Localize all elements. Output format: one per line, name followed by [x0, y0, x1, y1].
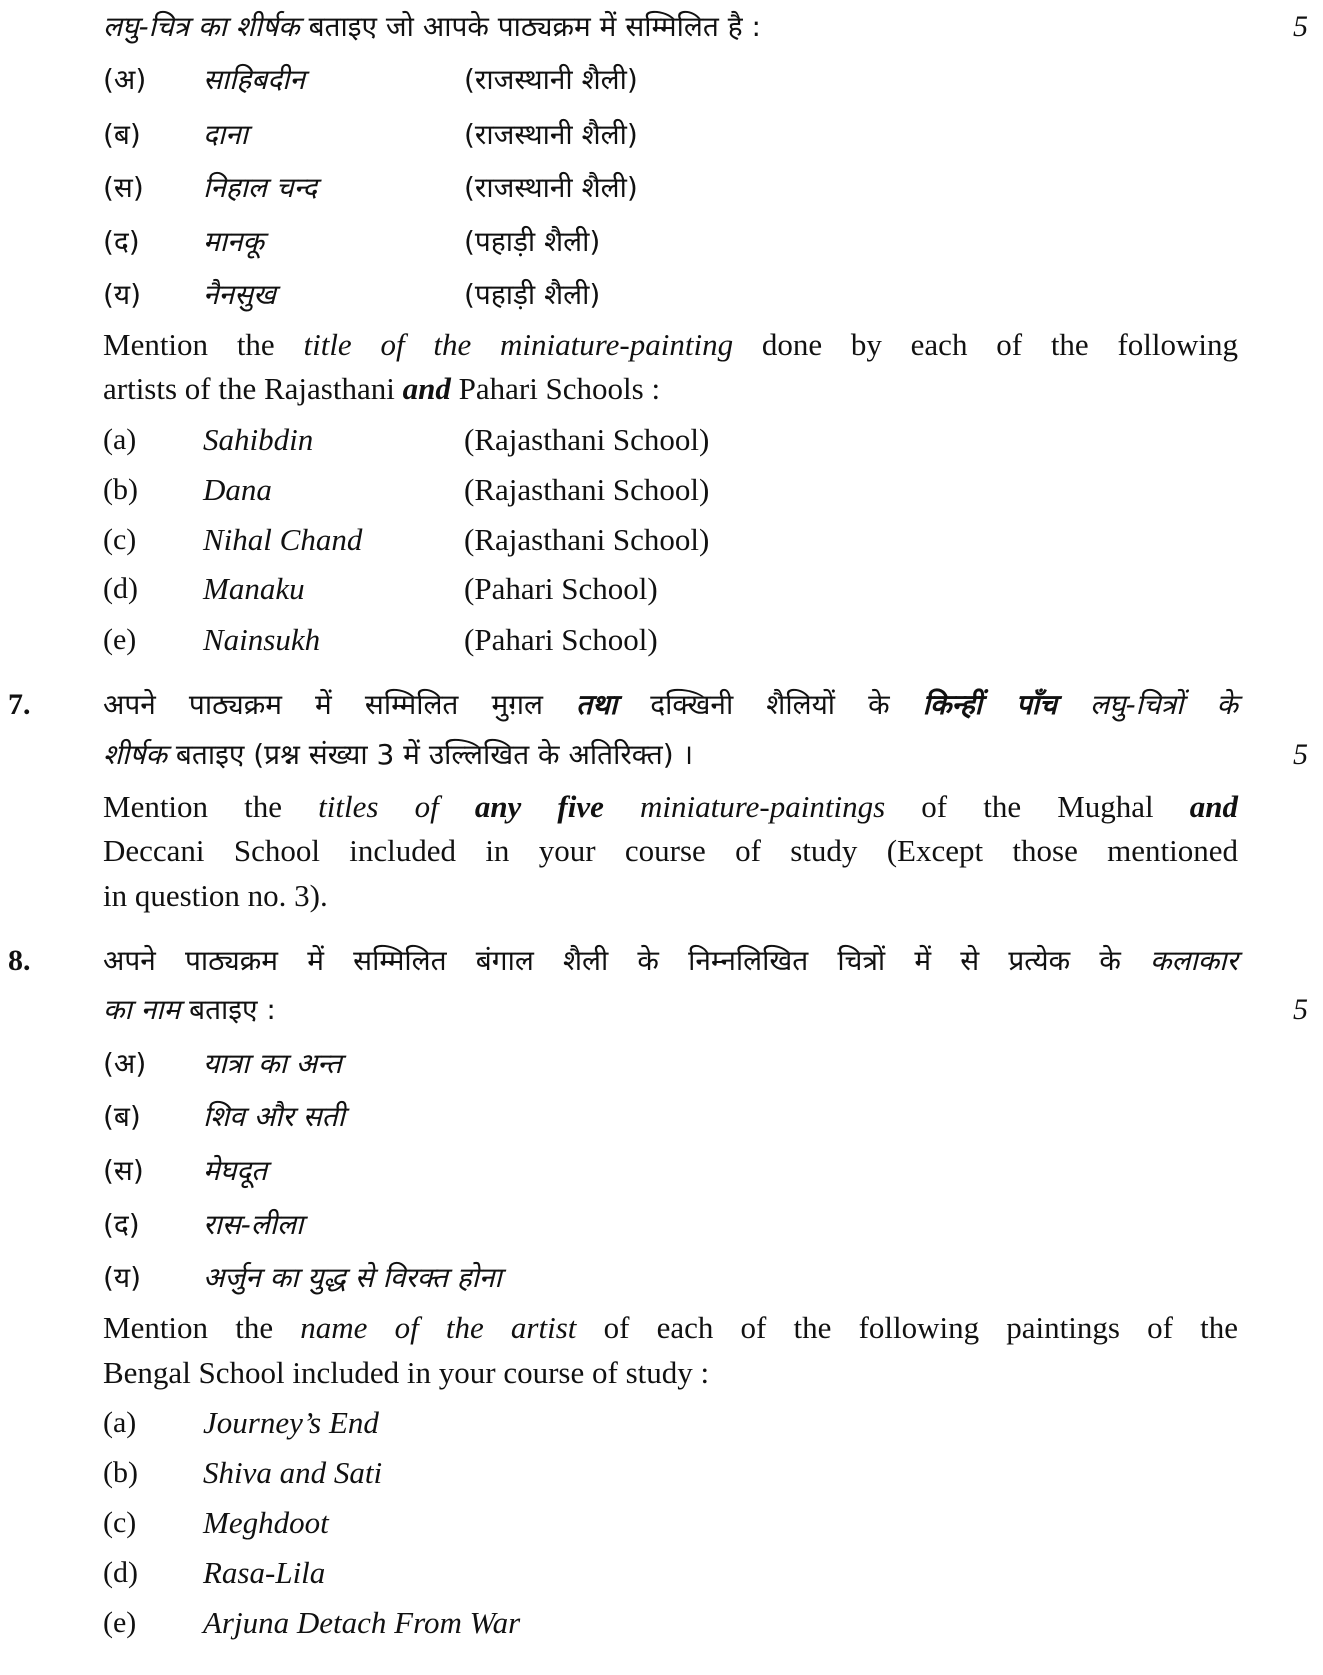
list-item-label: (b) — [103, 473, 138, 506]
q6-hindi-intro — [103, 9, 761, 45]
list-item-name: दाना — [203, 118, 248, 151]
list-item-label: (द) — [103, 1208, 140, 1241]
q6-marks: 5 — [1293, 10, 1308, 43]
text: of the Mughal — [885, 789, 1190, 824]
text: Mention the — [103, 1310, 301, 1345]
q7-number: 7. — [8, 688, 31, 721]
text: and — [402, 371, 451, 406]
text: बताइए : — [180, 993, 276, 1026]
q7-marks: 5 — [1293, 738, 1308, 771]
list-item-label: (d) — [103, 572, 138, 605]
q7-english-line1 — [103, 789, 1238, 825]
list-item-name: Manaku — [203, 571, 305, 606]
text: done by each of the following — [733, 327, 1239, 362]
text: शीर्षक — [103, 738, 167, 771]
q7-english-line3: in question no. 3). — [103, 878, 328, 913]
list-item-label: (अ) — [103, 1047, 147, 1080]
q8-number: 8. — [8, 944, 31, 977]
list-item-label: (b) — [103, 1456, 138, 1489]
text: किन्हीं पाँच — [922, 688, 1057, 721]
list-item-name: मानकू — [203, 225, 265, 258]
list-item-school: (पहाड़ी शैली) — [464, 225, 601, 258]
q8-english-line1 — [103, 1310, 1238, 1346]
list-item-name: Nihal Chand — [203, 522, 363, 557]
list-item-label: (स) — [103, 1154, 144, 1187]
list-item-label: (ब) — [103, 1100, 141, 1133]
text: title of the miniature-painting — [303, 327, 734, 362]
list-item-label: (e) — [103, 623, 137, 656]
list-item-label: (c) — [103, 523, 137, 556]
q6-hindi-intro-text: बताइए जो आपके पाठ्यक्रम में सम्मिलित है : — [299, 10, 761, 43]
list-item-school: (Rajasthani School) — [464, 422, 710, 457]
list-item-label: (c) — [103, 1506, 137, 1539]
list-item-school: (Pahari School) — [464, 622, 658, 657]
list-item-label: (ब) — [103, 118, 141, 151]
text: Pahari Schools : — [450, 371, 661, 406]
list-item-label: (d) — [103, 1556, 138, 1589]
q8-hindi-line2 — [103, 992, 276, 1028]
text: कलाकार — [1150, 944, 1238, 977]
text: Mention the — [103, 789, 319, 824]
list-item-label: (अ) — [103, 63, 147, 96]
q8-english-line2: Bengal School included in your course of study : — [103, 1355, 710, 1390]
list-item-name: Nainsukh — [203, 622, 321, 657]
text: दक्खिनी शैलियों के — [617, 688, 923, 721]
list-item-school: (Rajasthani School) — [464, 522, 710, 557]
text: and — [1189, 789, 1239, 824]
text: तथा — [576, 688, 618, 721]
q6-english-intro-line2 — [103, 371, 660, 407]
list-item-label: (य) — [103, 278, 142, 311]
list-item-name: Shiva and Sati — [203, 1455, 383, 1490]
list-item-name: Rasa-Lila — [203, 1555, 326, 1590]
text: Mention the — [103, 327, 304, 362]
text: बताइए (प्रश्न संख्या 3 में उल्लिखित के अतिरिक्त) । — [166, 738, 694, 771]
list-item-label: (य) — [103, 1261, 142, 1294]
list-item-name: Arjuna Detach From War — [203, 1605, 521, 1640]
text: लघु-चित्रों के — [1056, 688, 1238, 721]
text: अपने पाठ्यक्रम में सम्मिलित मुग़ल — [103, 688, 577, 721]
text: name of the artist — [300, 1310, 577, 1345]
text: अपने पाठ्यक्रम में सम्मिलित बंगाल शैली के निम्नलिखित चित्रों में से प्रत्येक के — [103, 944, 1151, 977]
list-item-name: रास-लीला — [203, 1208, 304, 1241]
list-item-name: अर्जुन का युद्ध से विरक्त होना — [203, 1261, 502, 1294]
list-item-name: साहिबदीन — [203, 63, 305, 96]
q7-hindi-line1 — [103, 687, 1238, 723]
list-item-school: (राजस्थानी शैली) — [464, 171, 638, 204]
text: artists of the Rajasthani — [103, 371, 403, 406]
list-item-name: Dana — [203, 472, 272, 507]
list-item-name: Journey’s End — [203, 1405, 379, 1440]
q6-hindi-intro-italic: लघु-चित्र का शीर्षक — [103, 10, 300, 43]
q6-english-intro-line1 — [103, 327, 1238, 363]
list-item-label: (a) — [103, 423, 137, 456]
text: miniature-paintings — [603, 789, 886, 824]
list-item-name: मेघदूत — [203, 1154, 268, 1187]
text: any five — [474, 789, 604, 824]
list-item-school: (राजस्थानी शैली) — [464, 118, 638, 151]
list-item-label: (द) — [103, 225, 140, 258]
list-item-name: शिव और सती — [203, 1100, 345, 1133]
list-item-name: निहाल चन्द — [203, 171, 318, 204]
list-item-name: यात्रा का अन्त — [203, 1047, 342, 1080]
list-item-school: (Rajasthani School) — [464, 472, 710, 507]
q7-hindi-line2 — [103, 737, 693, 773]
list-item-label: (स) — [103, 171, 144, 204]
text: का नाम — [103, 993, 181, 1026]
list-item-name: नैनसुख — [203, 278, 276, 311]
list-item-school: (Pahari School) — [464, 571, 658, 606]
list-item-label: (a) — [103, 1406, 137, 1439]
q8-hindi-line1 — [103, 943, 1238, 979]
list-item-school: (पहाड़ी शैली) — [464, 278, 601, 311]
text: titles of — [318, 789, 475, 824]
list-item-name: Meghdoot — [203, 1505, 329, 1540]
list-item-label: (e) — [103, 1606, 137, 1639]
list-item-school: (राजस्थानी शैली) — [464, 63, 638, 96]
q8-marks: 5 — [1293, 993, 1308, 1026]
text: of each of the following paintings of the — [576, 1310, 1239, 1345]
list-item-name: Sahibdin — [203, 422, 314, 457]
q7-english-line2: Deccani School included in your course of study (Except those mentioned — [103, 833, 1238, 868]
